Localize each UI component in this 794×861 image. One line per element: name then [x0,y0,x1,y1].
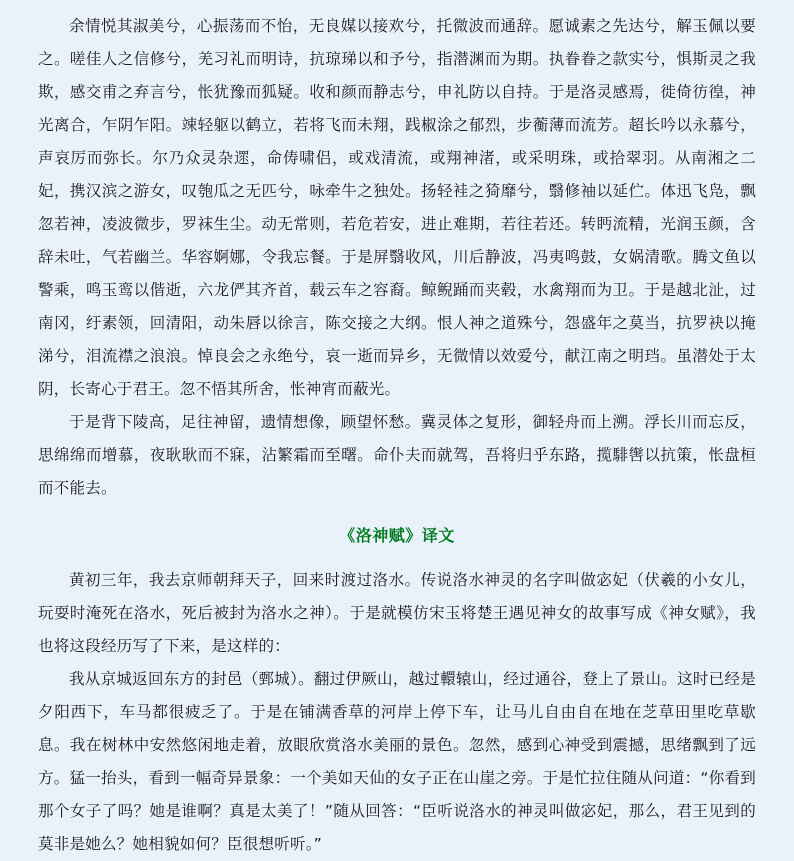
section-heading: 《洛神赋》译文 [339,526,455,545]
article-paragraph: 余情悦其淑美兮，心振荡而不怡，无良媒以接欢兮，托微波而通辞。愿诚素之先达兮，解玉佩以要之。嗟佳人之信修兮，羌习礼而明诗，抗琼珶以和予兮，指潜渊而为期。执眷眷之款实兮，惧斯灵之我欺，感交甫之弃言兮，怅犹豫而狐疑。收和颜而静志兮，申礼防以自持。于是洛灵感焉，徙倚彷徨，神光离合，乍阴乍阳。竦轻躯以鹤立，若将飞而未翔，践椒涂之郁烈，步蘅薄而流芳。超长吟以永慕兮，声哀厉而弥长。尔乃众灵杂遝，命俦啸侣，或戏清流，或翔神渚，或采明珠，或拾翠羽。从南湘之二妃，携汉滨之游女，叹匏瓜之无匹兮，咏牵牛之独处。扬轻袿之猗靡兮，翳修袖以延伫。体迅飞凫，飘忽若神，凌波微步，罗袜生尘。动无常则，若危若安，进止难期，若往若还。转眄流精，光润玉颜，含辞未吐，气若幽兰。华容婀娜，令我忘餐。于是屏翳收风，川后静波，冯夷鸣鼓，女娲清歌。腾文鱼以警乘，鸣玉鸾以偕逝，六龙俨其齐首，载云车之容裔。鲸鲵踊而夹毂，水禽翔而为卫。于是越北沚，过南冈，纡素领，回清阳，动朱唇以徐言，陈交接之大纲。恨人神之道殊兮，怨盛年之莫当，抗罗袂以掩涕兮，泪流襟之浪浪。悼良会之永绝兮，哀一逝而异乡，无微情以效爱兮，献江南之明珰。虽潜处于太阴，长寄心于君王。忽不悟其所舍，怅神宵而蔽光。 [38,17,756,398]
section-heading-wrap [38,505,756,564]
article-paragraph: 于是背下陵高，足往神留，遗情想像，顾望怀愁。冀灵体之复形，御轻舟而上溯。浮长川而忘反，思绵绵而增慕，夜耿耿而不寐，沾繁霜而至曙。命仆夫而就驾，吾将归乎东路，揽騑辔以抗策，怅盘桓而不能去。 [38,413,756,497]
translation-paragraph: 我从京城返回东方的封邑（鄄城）。翻过伊厥山，越过轘辕山，经过通谷，登上了景山。这时已经是夕阳西下，车马都很疲乏了。于是在铺满香草的河岸上停下车，让马儿自由自在地在芝草田里吃草歇息。我在树林中安然悠闲地走着，放眼欣赏洛水美丽的景色。忽然，感到心神受到震撼，思绪飘到了远方。猛一抬头，看到一幅奇异景象：一个美如天仙的女子正在山崖之旁。于是忙拉住随从问道：“你看到那个女子了吗？她是谁啊？真是太美了！”随从回答：“臣听说洛水的神灵叫做宓妃，那么，君王见到的莫非是她么？她相貌如何？臣很想听听。” [38,670,756,853]
translation-paragraph: 黄初三年，我去京师朝拜天子，回来时渡过洛水。传说洛水神灵的名字叫做宓妃（伏羲的小女儿，玩耍时淹死在洛水，死后被封为洛水之神）。于是就模仿宋玉将楚王遇见神女的故事写成《神女赋》，我也将这段经历写了下来，是这样的： [38,571,756,655]
